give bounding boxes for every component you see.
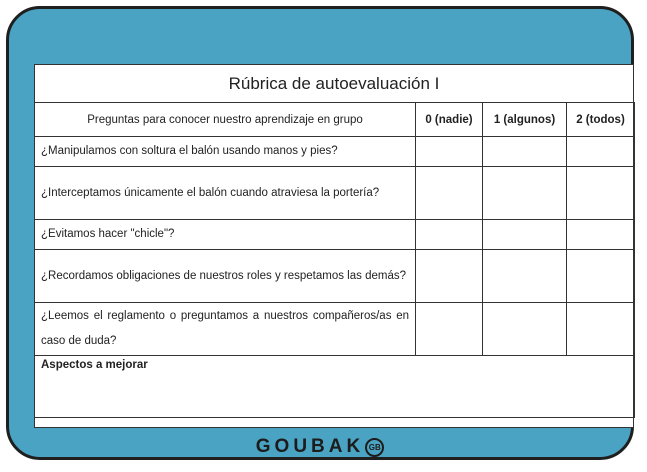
table-row (35, 220, 635, 250)
score-cell-1[interactable] (483, 137, 567, 167)
rubric-sheet (34, 64, 634, 428)
score-cell-0[interactable] (416, 137, 483, 167)
question-cell: ¿Evitamos hacer "chicle"? (35, 220, 416, 250)
table-row (35, 303, 635, 356)
rubric-table (34, 102, 635, 418)
score-header-0: 0 (nadie) (416, 103, 483, 137)
question-cell: ¿Interceptamos únicamente el balón cuando atraviesa la portería? (35, 167, 416, 220)
table-row (35, 167, 635, 220)
question-cell: ¿Manipulamos con soltura el balón usando manos y pies? (35, 137, 416, 167)
score-cell-2[interactable] (567, 137, 635, 167)
rubric-header-row (35, 103, 635, 137)
score-cell-1[interactable] (483, 303, 567, 356)
score-cell-0[interactable] (416, 220, 483, 250)
question-cell: ¿Leemos el reglamento o preguntamos a nuestros compañeros/as en caso de duda? (35, 303, 416, 356)
score-cell-0[interactable] (416, 250, 483, 303)
question-cell: ¿Recordamos obligaciones de nuestros roles y respetamos las demás? (35, 250, 416, 303)
score-cell-2[interactable] (567, 303, 635, 356)
rubric-title: Rúbrica de autoevaluación I (35, 65, 633, 103)
table-row (35, 250, 635, 303)
brand-name: GOUBAK (255, 436, 365, 457)
improvement-field[interactable] (35, 356, 635, 418)
improvement-label: Aspectos a mejorar (41, 359, 148, 371)
score-cell-2[interactable] (567, 167, 635, 220)
brand-footer (9, 436, 631, 458)
score-header-2: 2 (todos) (567, 103, 635, 137)
score-header-1: 1 (algunos) (483, 103, 567, 137)
table-row (35, 137, 635, 167)
score-cell-1[interactable] (483, 250, 567, 303)
score-cell-2[interactable] (567, 250, 635, 303)
improvement-row (35, 356, 635, 418)
rubric-card (6, 6, 634, 460)
score-cell-1[interactable] (483, 167, 567, 220)
brand-logo-icon: GB (365, 438, 384, 457)
question-column-header: Preguntas para conocer nuestro aprendizaje en grupo (35, 103, 416, 137)
score-cell-0[interactable] (416, 167, 483, 220)
score-cell-1[interactable] (483, 220, 567, 250)
score-cell-2[interactable] (567, 220, 635, 250)
score-cell-0[interactable] (416, 303, 483, 356)
